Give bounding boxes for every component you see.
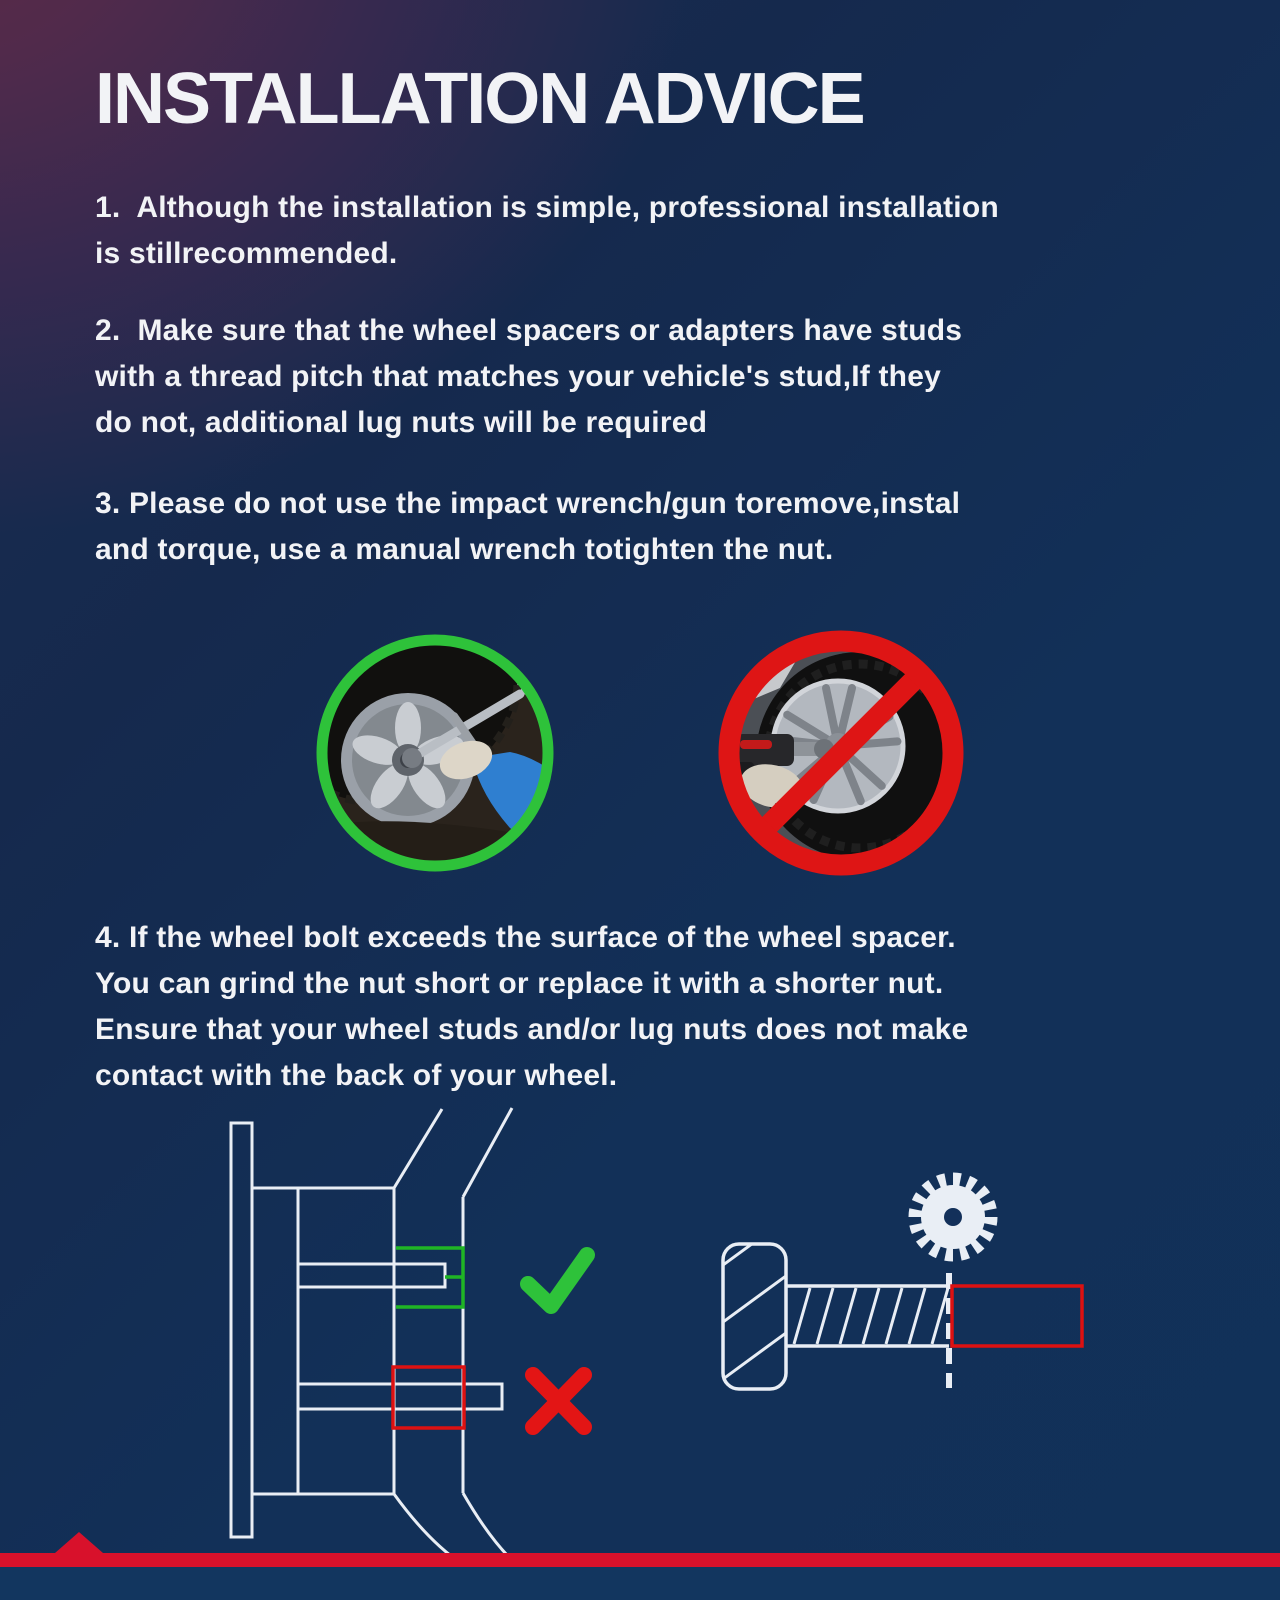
advice-2-line-1: 2. Make sure that the wheel spacers or adapters have studs [95, 314, 963, 347]
footer-triangle [55, 1532, 103, 1553]
footer-red-bar [0, 1553, 1280, 1567]
stud-length-cross-section [231, 1108, 516, 1564]
spacer-cross-section-diagram [0, 1080, 1280, 1600]
correct-method-figure [314, 632, 556, 874]
manual-wrench-photo [314, 632, 556, 874]
hub-flange [231, 1123, 252, 1537]
advice-2-line-2: with a thread pitch that matches your vehicle's stud,If they [95, 360, 941, 393]
prohibited-method-figure [718, 630, 964, 876]
footer-band [0, 1532, 1280, 1600]
photo-content [314, 632, 556, 874]
bolt-shaft [786, 1286, 949, 1346]
shorten-bolt-diagram [719, 1179, 1082, 1439]
advice-1-line-1: 1. Although the installation is simple, professional installation [95, 191, 999, 224]
saw-blade-icon [915, 1179, 991, 1255]
stud-correct [298, 1264, 445, 1287]
impact-wrench-photo [718, 630, 964, 876]
check-mark-icon [528, 1255, 587, 1306]
advice-item-4 [95, 915, 1205, 1099]
advice-3-line-2: and torque, use a manual wrench totighten the nut. [95, 533, 834, 566]
footer-navy-strip [0, 1567, 1280, 1600]
page-title: INSTALLATION ADVICE [95, 59, 864, 139]
wheel-barrel-inner [394, 1109, 442, 1188]
advice-4-line-1: 4. If the wheel bolt exceeds the surface of the wheel spacer. [95, 921, 956, 954]
advice-4-line-3: Ensure that your wheel studs and/or lug nuts does not make [95, 1013, 969, 1046]
advice-3-line-1: 3. Please do not use the impact wrench/gun toremove,instal [95, 487, 961, 520]
advice-item-3 [95, 481, 1205, 573]
wheel-barrel-outer [463, 1108, 512, 1197]
advice-1-line-2: is stillrecommended. [95, 237, 398, 270]
stud-too-long [298, 1384, 502, 1409]
bolt-head [719, 1216, 790, 1439]
advice-4-line-4: contact with the back of your wheel. [95, 1059, 618, 1092]
advice-item-2 [95, 308, 1205, 446]
advice-4-line-2: You can grind the nut short or replace it with a shorter nut. [95, 967, 944, 1000]
wrench-socket [402, 748, 422, 768]
advice-item-1 [95, 185, 1205, 277]
advice-2-line-3: do not, additional lug nuts will be required [95, 406, 708, 439]
excess-length-box [952, 1286, 1082, 1346]
red-interference-box [393, 1367, 464, 1428]
cross-mark-icon [533, 1375, 584, 1427]
